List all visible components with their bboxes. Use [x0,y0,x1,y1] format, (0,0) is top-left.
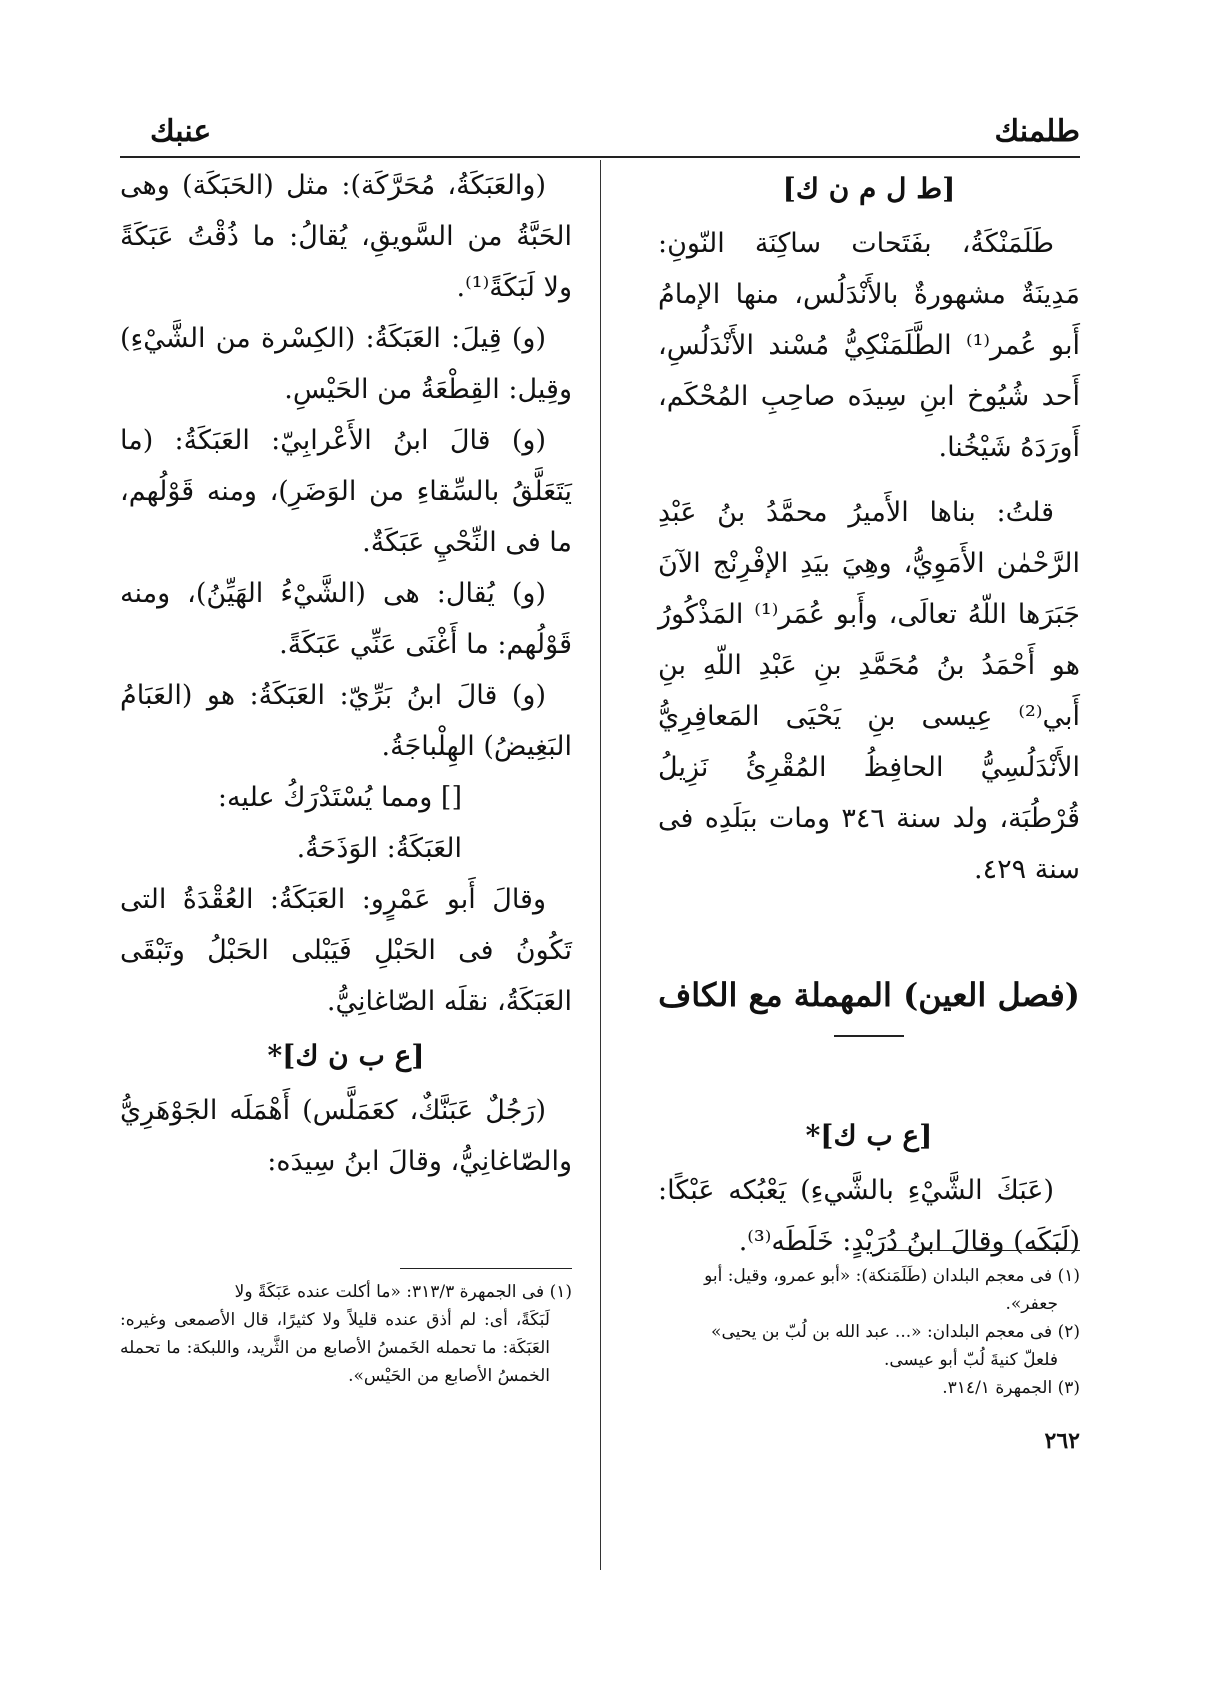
column-divider [600,160,601,1570]
spacer [658,1037,1080,1107]
running-header-left: عنبك [150,114,212,149]
footnotes-left [120,1278,572,1390]
entry-paragraph: قلتُ: بناها الأَميرُ محمَّدُ بنُ عَبْدِ الرَّحْمٰن الأَمَوِيُّ، وهِيَ بيَدِ الإفْرِنْج الآنَ جَبَرَها اللّهُ تعالَى، وأَبو عُمَر⁽¹⁾ المَذْكُورُ هو أَحْمَدُ بنُ مُحَمَّدِ بنِ عَبْدِ اللّهِ بنِ أَبي⁽²⁾ عِيسى بنِ يَحْيَى المَعافِرِيُّ الأَنْدَلُسِيُّ الحافِظُ المُقْرِئُ نَزِيلُ قُرْطُبَة، ولد سنة ٣٤٦ ومات ببَلَدِه فى سنة ٤٢٩. [658,497,1080,885]
footnote-continuation: فلعلّ كنيةَ لُبّ أبو عيسى. [883,1350,1058,1370]
footnote: (١) فى معجم البلدان (طَلَمَنكة): «أبو عمرو، وقيل: أبو [704,1266,1080,1286]
entry-paragraph: (والعَبَكَةُ، مُحَرَّكَة): مثل (الحَبَكَة) وهى الحَبَّةُ من السَّويقِ، يُقالُ: ما ذُقْتُ عَبَكَةً ولا لَبَكَةً⁽¹⁾. [120,170,572,303]
header-rule [120,156,1080,158]
footnote: (١) فى الجمهرة ٣١٣/٣: «ما أكلت عنده عَبَكَةً ولا [234,1282,572,1302]
entry-heading-abnk: [ع ب ن ك]* [267,1039,425,1072]
left-column [120,160,572,1187]
spacer [658,895,1080,965]
page-number: ٢٦٢ [1044,1428,1080,1454]
mustadrak-line: [] ومما يُسْتَدْرَكُ عليه: [217,782,462,813]
footnote: (٣) الجمهرة ٣١٤/١. [942,1378,1080,1398]
entry-paragraph: (و) قالَ ابنُ الأَعْرابِيّ: العَبَكَةُ: (ما يَتَعَلَّقُ بالسِّقاءِ من الوَضَرِ)، ومنه قَوْلُهم، ما فى النِّحْيِ عَبَكَةٌ. [120,425,572,558]
footnotes-right [660,1262,1080,1402]
entry-paragraph: (عَبَكَ الشَّيْءِ بالشَّيءِ) يَعْبُكه عَبْكًا: (لَبَكَه) وقالَ ابنُ دُرَيْدٍ: خَلَطَه⁽³⁾. [658,1175,1080,1257]
entry-heading-tlmnk: [ط ل م ن ك] [782,172,956,205]
spacer [658,473,1080,487]
wadha-line: العَبَكَةُ: الوَذَحَةُ. [296,833,462,864]
entry-paragraph: (رَجُلٌ عَبَنَّكٌ، كعَمَلَّس) أَهْمَلَه الجَوْهَرِيُّ والصّاغانِيُّ، وقالَ ابنُ سِيدَه: [120,1095,572,1177]
entry-paragraph: (و) قالَ ابنُ بَرِّيّ: العَبَكَةُ: هو (العَبَامُ البَغِيضُ) الهِلْباجَةُ. [120,680,572,762]
entry-heading-abk: [ع ب ك]* [805,1119,933,1152]
running-header-right: طلمنك [994,114,1080,149]
entry-paragraph: (و) قِيلَ: العَبَكَةُ: (الكِسْرة من الشَّيْءِ) وقِيل: القِطْعَةُ من الحَيْسِ. [120,323,572,405]
section-title: (فصل العين) المهملة مع الكاف [658,976,1080,1014]
footnote-rule-left [400,1268,572,1269]
entry-paragraph: (و) يُقال: هى (الشَّيْءُ الهَيِّنُ)، ومنه قَوْلُهم: ما أَغْنَى عَنِّي عَبَكَةً. [120,578,572,660]
footnote: (٢) فى معجم البلدان: «... عبد الله بن لُبّ بن يحيى» [711,1322,1080,1342]
footnote-continuation: جعفر». [1005,1294,1058,1314]
entry-paragraph: طَلَمَنْكَةُ، بفَتَحات ساكِنَة النّونِ: مَدِينَةٌ مشهورةٌ بالأَنْدَلُس، منها الإمامُ أَبو عُمر⁽¹⁾ الطَّلَمَنْكِيُّ مُسْند الأَنْدَلُسِ، أَحد شُيُوخ ابنِ سِيدَه صاحِبِ المُحْكَم، أَورَدَهُ شَيْخُنا. [658,228,1080,463]
entry-paragraph: وقالَ أَبو عَمْرٍو: العَبَكَةُ: العُقْدَةُ التى تَكُونُ فى الحَبْلِ فَيَبْلى الحَبْلُ وتَبْقَى العَبَكَةُ، نقلَه الصّاغانِيُّ. [120,884,572,1017]
footnote-rule-right [880,1250,1080,1251]
right-column [658,160,1080,1267]
footnote-continuation: لَبَكَةً، أى: لم أذق عنده قليلاً ولا كثيرًا، قال الأصمعى وغيره: العَبَكَة: ما تحمله الخَمسُ الأصابع من الثَّريد، واللبكة: ما تحمله الخمسُ الأصابع من الحَيْس». [120,1310,550,1386]
